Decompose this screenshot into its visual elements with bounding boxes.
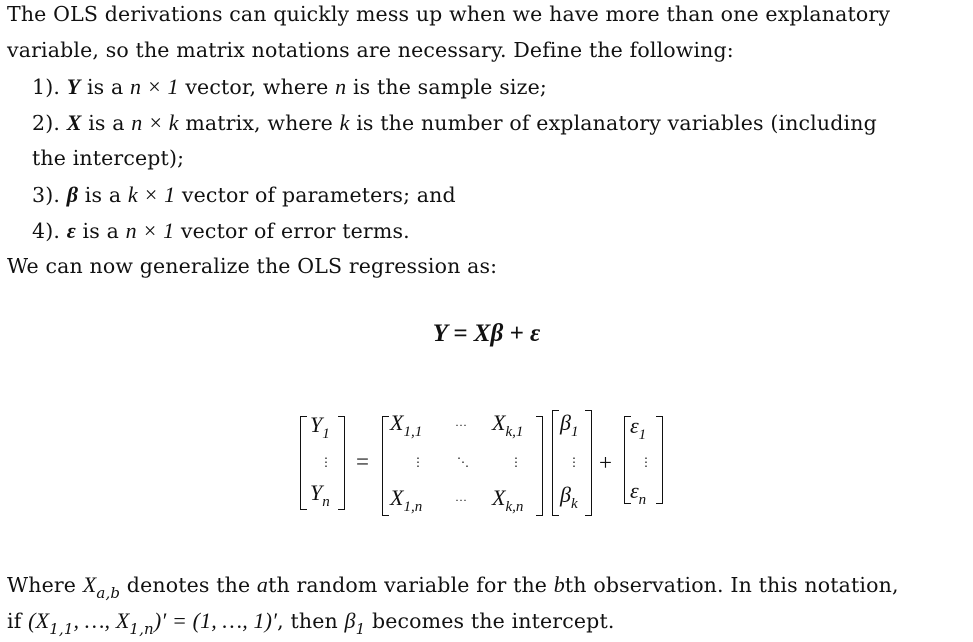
eps-entry-1: $\varepsilon_1$ <box>630 413 647 443</box>
list-item-3: 3). β is a k × 1 vector of parameters; and <box>32 182 456 207</box>
y-entry-n: $Y_n$ <box>310 480 330 510</box>
beta-vdots: ⋮ <box>568 455 580 469</box>
generalize-sentence: We can now generalize the OLS regression as: <box>7 254 498 278</box>
x-bracket-left <box>382 416 389 516</box>
x-vdots-right: ⋮ <box>510 455 522 469</box>
list-item-2: 2). X is a n × k matrix, where k is the number of explanatory variables (including <box>32 110 877 135</box>
eps-vdots: ⋮ <box>640 455 652 469</box>
y-bracket-right <box>338 416 345 510</box>
paragraph-line-1: The OLS derivations can quickly mess up when we have more than one explanatory <box>7 2 891 26</box>
y-bracket-left <box>300 416 307 510</box>
beta-bracket-right <box>585 410 592 516</box>
list-item-1: 1). Y is a n × 1 vector, where n is the sample size; <box>32 74 547 99</box>
if-sentence: if ($X_{1,1}$, …, $X_{1,n})' = (1$, …, 1)′, then $\beta_1$ becomes the intercept. <box>7 608 615 638</box>
y-entry-1: $Y_1$ <box>310 412 330 442</box>
eps-entry-n: $\varepsilon_n$ <box>630 478 647 508</box>
x-entry-k1: $X_{k,1}$ <box>492 410 524 440</box>
y-vdots: ⋮ <box>320 455 332 469</box>
x-hdots-top: ··· <box>455 418 467 432</box>
x-ddots: ⋱ <box>457 455 469 469</box>
regression-equation: Y = Xβ + ε <box>432 320 541 347</box>
x-entry-1n: $X_{1,n}$ <box>390 485 423 515</box>
x-entry-kn: $X_{k,n}$ <box>492 485 524 515</box>
list-item-2-continued: the intercept); <box>32 146 185 170</box>
x-entry-11: $X_{1,1}$ <box>390 410 423 440</box>
beta-entry-k: $\beta_k$ <box>560 482 578 512</box>
plus-sign: + <box>599 450 612 475</box>
x-hdots-bottom: ··· <box>455 493 467 507</box>
x-bracket-right <box>536 416 543 516</box>
paragraph-line-2: variable, so the matrix notations are necessary. Define the following: <box>7 38 734 62</box>
eps-bracket-right <box>656 416 663 504</box>
where-sentence: Where $X_{a,b}$ denotes the ath random variable for the bth observation. In this notation, <box>7 572 899 602</box>
equals-sign: = <box>356 449 369 474</box>
x-vdots-left: ⋮ <box>412 455 424 469</box>
beta-entry-1: $\beta_1$ <box>560 410 579 440</box>
list-item-4: 4). ε is a n × 1 vector of error terms. <box>32 218 410 243</box>
beta-bracket-left <box>552 410 559 516</box>
